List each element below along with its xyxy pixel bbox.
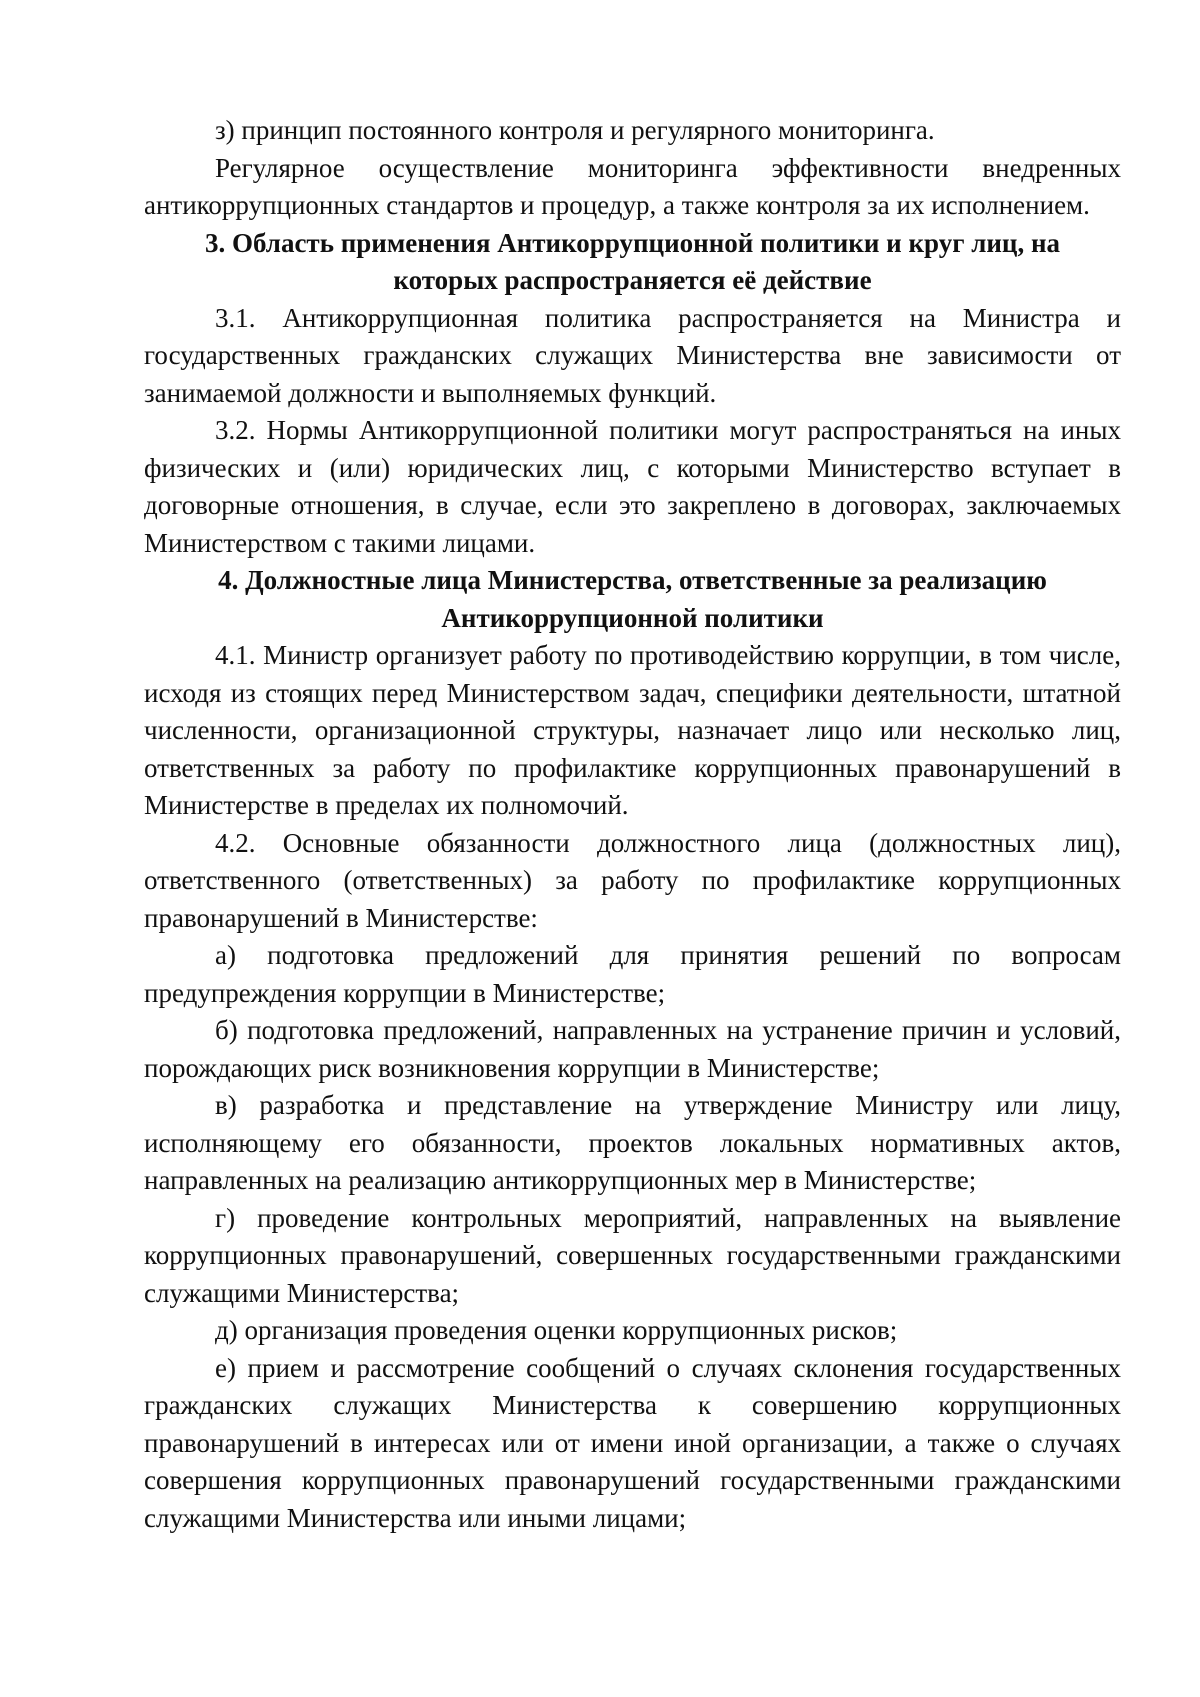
list-item-g: г) проведение контрольных мероприятий, направленных на выявление коррупционных правонарушений, совершенных государственными гражданскими служащими Министерства; bbox=[144, 1202, 1121, 1308]
list-item-b: б) подготовка предложений, направленных на устранение причин и условий, порождающих риск возникновения коррупции в Министерстве; bbox=[144, 1015, 1121, 1083]
paragraph-4-2: 4.2. Основные обязанности должностного лица (должностных лиц), ответственного (ответственных) за работу по профилактике коррупционных правонарушений в Министерстве: bbox=[144, 827, 1121, 933]
paragraph-4-1: 4.1. Министр организует работу по противодействию коррупции, в том числе, исходя из стоящих перед Министерством задач, специфики деятельности, штатной численности, организационной структуры, назначает лицо или несколько лиц, ответственных за работу по профилактике коррупционных правонарушений в Министерстве в пределах их полномочий. bbox=[144, 640, 1121, 820]
section-heading-3: 3. Область применения Антикоррупционной политики и круг лиц, на которых распространяется её действие bbox=[204, 227, 1061, 295]
list-item-v: в) разработка и представление на утверждение Министру или лицу, исполняющему его обязанности, проектов локальных нормативных актов, направленных на реализацию антикоррупционных мер в Министерстве; bbox=[144, 1090, 1121, 1195]
paragraph-3-2: 3.2. Нормы Антикоррупционной политики могут распространяться на иных физических и (или) юридических лиц, с которыми Министерство вступает в договорные отношения, в случае, если это закреплено в договорах, заключаемых Министерством с такими лицами. bbox=[144, 415, 1121, 558]
section-heading-4: 4. Должностные лица Министерства, ответственные за реализацию Антикоррупционной политики bbox=[218, 565, 1047, 633]
list-item-d: д) организация проведения оценки коррупционных рисков; bbox=[215, 1315, 898, 1345]
list-item-a: а) подготовка предложений для принятия решений по вопросам предупреждения коррупции в Министерстве; bbox=[144, 940, 1121, 1008]
paragraph-principle-z: з) принцип постоянного контроля и регулярного мониторинга. bbox=[215, 115, 935, 145]
paragraph-monitoring: Регулярное осуществление мониторинга эффективности внедренных антикоррупционных стандартов и процедур, а также контроля за их исполнением. bbox=[144, 152, 1121, 220]
list-item-e: е) прием и рассмотрение сообщений о случаях склонения государственных гражданских служащих Министерства к совершению коррупционных правонарушений в интересах или от имени иной организации, а также о случаях совершения коррупционных правонарушений государственными гражданскими служащими Министерства или иными лицами; bbox=[144, 1352, 1121, 1533]
document-body bbox=[144, 112, 1121, 1537]
paragraph-3-1: 3.1. Антикоррупционная политика распространяется на Министра и государственных гражданских служащих Министерства вне зависимости от занимаемой должности и выполняемых функций. bbox=[144, 302, 1121, 408]
